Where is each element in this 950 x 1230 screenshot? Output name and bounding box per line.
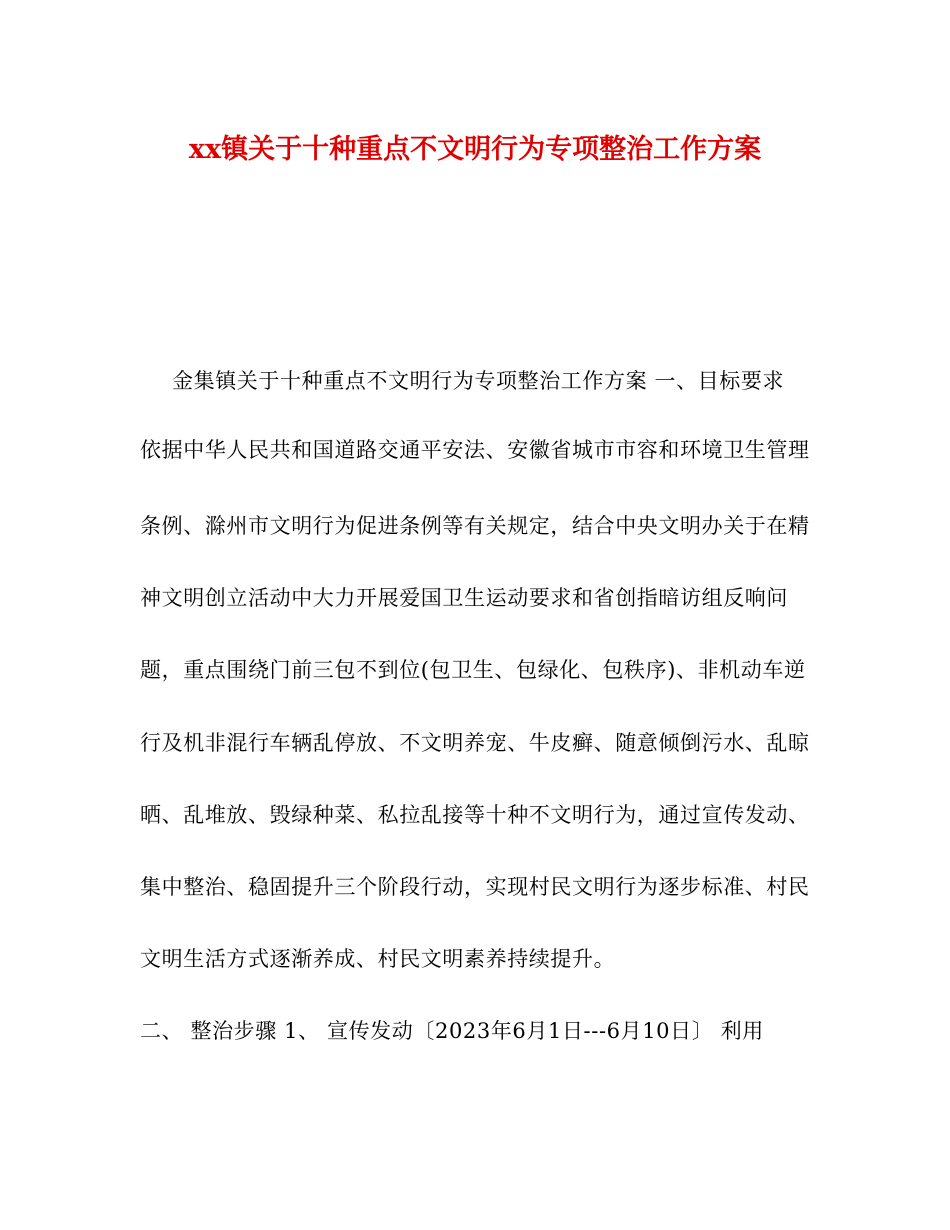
section-heading-line: 二、 整治步骤 1、 宣传发动〔2023年6月1日---6月10日〕 利用 [140,1019,764,1043]
paragraph-line-8: 集中整治、稳固提升三个阶段行动，实现村民文明行为逐步标准、村民 [140,875,810,899]
paragraph-line-3: 条例、滁州市文明行为促进条例等有关规定，结合中央文明办关于在精 [140,514,810,538]
paragraph-line-7: 晒、乱堆放、毁绿种菜、私拉乱接等十种不文明行为，通过宣传发动、 [140,803,810,827]
paragraph-line-9: 文明生活方式逐渐养成、村民文明素养持续提升。 [140,947,616,971]
paragraph-line-1: 金集镇关于十种重点不文明行为专项整治工作方案 一、目标要求 [172,369,785,393]
document-title: xx镇关于十种重点不文明行为专项整治工作方案 [188,134,762,165]
paragraph-line-5: 题，重点围绕门前三包不到位(包卫生、包绿化、包秩序)、非机动车逆 [140,658,806,682]
paragraph-line-2: 依据中华人民共和国道路交通平安法、安徽省城市市容和环境卫生管理 [140,438,810,462]
paragraph-line-6: 行及机非混行车辆乱停放、不文明养宠、牛皮癣、随意倾倒污水、乱晾 [140,731,810,755]
paragraph-line-4: 神文明创立活动中大力开展爱国卫生运动要求和省创指暗访组反响问 [140,586,788,610]
